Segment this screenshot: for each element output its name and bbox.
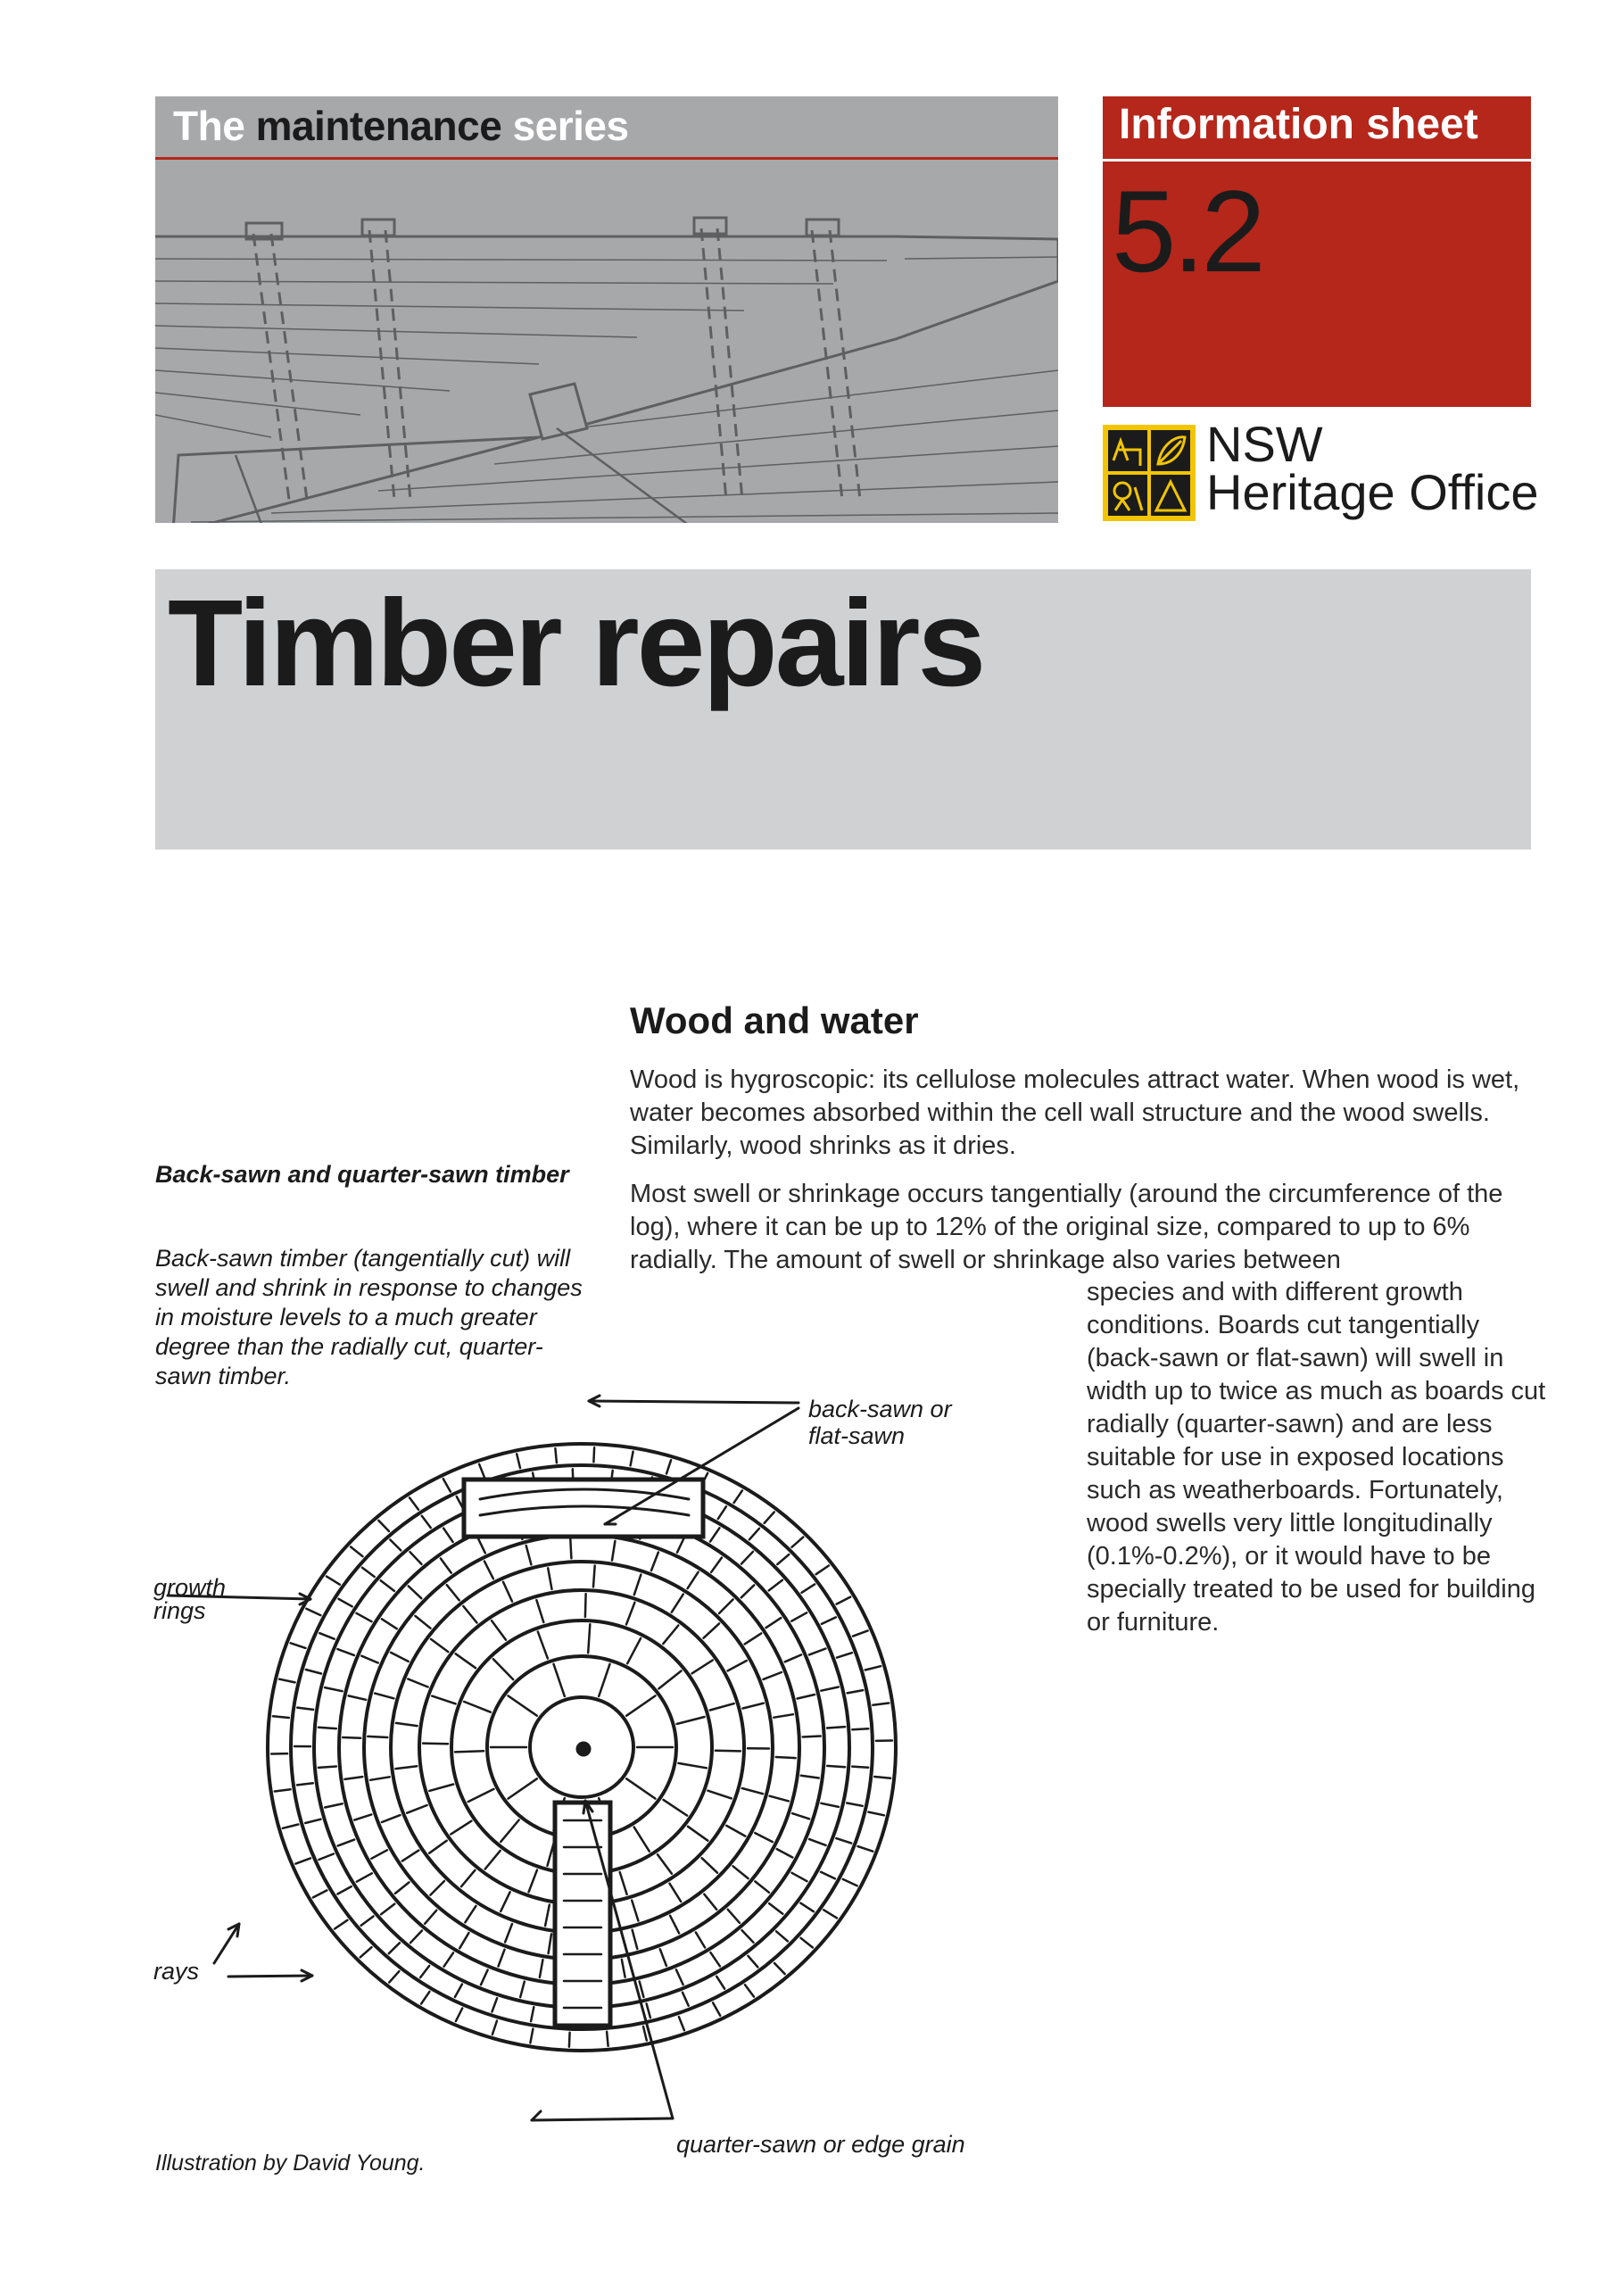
ray-stroke: [670, 1884, 682, 1902]
series-suffix: series: [512, 103, 629, 149]
ray-stroke: [371, 1850, 387, 1859]
ray-stroke: [827, 1727, 845, 1728]
ray-stroke: [410, 1497, 418, 1509]
ray-stroke: [295, 1858, 310, 1863]
log-cross-section-diagram: [143, 1374, 946, 2142]
ray-stroke: [593, 1447, 594, 1462]
ray-stroke: [402, 1851, 419, 1861]
illustration-credit: Illustration by David Young.: [155, 2151, 426, 2176]
ray-stroke: [325, 1803, 343, 1807]
ray-stroke: [357, 1613, 372, 1621]
ray-stroke: [370, 1777, 390, 1780]
ray-stroke: [381, 1904, 394, 1915]
ray-stroke: [536, 1600, 543, 1622]
ray-stroke: [865, 1666, 881, 1670]
ray-stroke: [713, 2002, 720, 2015]
ray-stroke: [728, 1661, 747, 1670]
ray-stroke: [501, 1892, 509, 1911]
ray-stroke: [273, 1716, 289, 1718]
ray-stroke: [692, 1661, 713, 1674]
ray-stroke: [719, 1599, 733, 1613]
ray-stroke: [785, 1654, 801, 1662]
ray-stroke: [549, 1934, 551, 1953]
ray-stroke: [501, 1820, 519, 1843]
ray-stroke: [853, 1630, 868, 1636]
section-heading: Wood and water: [630, 999, 919, 1041]
ray-stroke: [465, 1906, 476, 1922]
ray-stroke: [741, 1585, 754, 1597]
ray-stroke: [627, 1638, 641, 1663]
ray-stroke: [792, 1813, 809, 1819]
ray-stroke: [459, 1933, 468, 1948]
ray-stroke: [821, 1687, 839, 1691]
ray-stroke: [425, 1911, 436, 1924]
ray-stroke: [809, 1649, 826, 1655]
ray-stroke: [410, 1552, 422, 1564]
ray-stroke: [728, 1910, 740, 1923]
ray-stroke: [313, 1890, 327, 1897]
ray-stroke: [481, 1970, 488, 1985]
ray-stroke: [429, 1785, 453, 1791]
label-growth-rings-line1: growth: [153, 1574, 227, 1601]
ray-stroke: [696, 1932, 705, 1947]
ray-stroke: [588, 1624, 590, 1653]
ray-stroke: [658, 1671, 681, 1689]
ray-stroke: [492, 1620, 506, 1639]
ray-stroke: [455, 1985, 462, 1997]
ray-stroke: [585, 1594, 586, 1617]
ray-stroke: [291, 1643, 306, 1648]
ray-stroke: [672, 1595, 683, 1612]
body-paragraph-continued: species and with different growth conditions. Boards cut tangentially (back-sawn or flat-sawn) will swell in width up to twice as much as boards cut radially (quarter-sawn) and are less suitable for use in exposed locations such as weatherboards. Fortunately, wood swells very little longitudinally (0.1%-0.2%), or it would have to be specially treated to be used for building or furniture.: [1087, 1278, 1546, 1637]
ray-stroke: [710, 1528, 719, 1541]
ray-stroke: [710, 1952, 720, 1966]
ray-stroke: [777, 1554, 789, 1564]
label-rays: rays: [153, 1958, 200, 1985]
ray-stroke: [670, 1916, 679, 1934]
ray-stroke: [429, 1841, 447, 1853]
ray-stroke: [375, 1694, 393, 1699]
body-paragraph: Wood is hygroscopic: its cellulose molecules attract water. When wood is wet, water becomes absorbed within the cell wall structure and the wood swells. Similarly, wood shrinks as it dries.: [630, 1065, 1520, 1160]
series-title: [173, 102, 629, 150]
ray-stroke: [711, 1558, 722, 1572]
ray-stroke: [663, 1626, 678, 1645]
ray-stroke: [505, 1924, 512, 1943]
ray-stroke: [407, 1805, 426, 1813]
ray-stroke: [339, 1599, 352, 1607]
ray-stroke: [362, 1568, 375, 1577]
ray-stroke: [538, 1632, 548, 1659]
ray-stroke: [822, 1617, 836, 1624]
ray-stroke: [540, 1960, 543, 1977]
ray-stroke: [381, 1580, 394, 1591]
ray-stroke: [468, 1789, 494, 1802]
ray-stroke: [306, 1609, 320, 1615]
ray-stroke: [802, 1584, 815, 1592]
ray-stroke: [626, 1778, 655, 1798]
ray-stroke: [444, 1952, 453, 1966]
ray-stroke: [396, 1723, 418, 1726]
series-prefix: The: [173, 103, 245, 149]
label-quarter-sawn: quarter-sawn or edge grain: [676, 2131, 965, 2158]
ray-stroke: [741, 1552, 753, 1564]
series-banner: [155, 96, 1058, 523]
ray-stroke: [492, 1998, 498, 2011]
ray-stroke: [337, 1886, 351, 1894]
sheet-number: 5.2: [1112, 166, 1262, 296]
ray-stroke: [396, 1766, 418, 1769]
ray-stroke: [792, 1538, 804, 1547]
ray-stroke: [548, 1568, 551, 1589]
ray-stroke: [456, 1654, 476, 1668]
ray-stroke: [848, 1690, 864, 1693]
ray-stroke: [742, 1930, 754, 1943]
organisation-name-line2: Heritage Office: [1206, 464, 1539, 520]
ray-stroke: [843, 1879, 857, 1886]
ray-stroke: [492, 2021, 497, 2035]
ray-stroke: [529, 1870, 537, 1893]
label-growth-rings-line2: rings: [153, 1597, 206, 1624]
ray-stroke: [451, 1821, 471, 1835]
ray-stroke: [633, 1930, 638, 1949]
ray-stroke: [338, 1840, 355, 1846]
ray-stroke: [660, 1949, 666, 1966]
ray-stroke: [620, 1872, 627, 1894]
ray-stroke: [607, 2032, 608, 2046]
ray-stroke: [769, 1903, 782, 1914]
ray-stroke: [297, 1783, 313, 1785]
series-divider: [155, 157, 1058, 160]
ray-stroke: [764, 1672, 782, 1679]
ray-stroke: [716, 1977, 724, 1989]
ray-stroke: [408, 1679, 427, 1687]
ray-stroke: [361, 1917, 374, 1926]
ray-stroke: [745, 1633, 762, 1644]
ray-stroke: [688, 1572, 699, 1588]
ray-stroke: [337, 1649, 354, 1655]
title-banner: [155, 569, 1531, 850]
ray-stroke: [456, 2009, 462, 2022]
ray-stroke: [743, 1703, 764, 1709]
ray-stroke: [570, 1538, 571, 1558]
ray-stroke: [351, 1547, 362, 1557]
ray-stroke: [852, 1767, 868, 1768]
ray-stroke: [745, 1985, 754, 1996]
ray-stroke: [443, 1479, 451, 1491]
ray-stroke: [801, 1938, 813, 1948]
ray-stroke: [683, 1993, 689, 2006]
ray-stroke: [801, 1776, 819, 1778]
ray-stroke: [479, 1464, 484, 1478]
ray-stroke: [776, 1757, 796, 1758]
ray-stroke: [702, 1858, 717, 1873]
ray-stroke: [837, 1653, 852, 1657]
information-sheet-label: Information sheet: [1119, 101, 1478, 148]
ray-stroke: [555, 1448, 557, 1463]
ray-stroke: [640, 1982, 644, 1998]
ray-stroke: [837, 1597, 851, 1604]
page-title: Timber repairs: [168, 575, 984, 712]
ray-stroke: [679, 2017, 684, 2030]
ray-stroke: [742, 1788, 763, 1794]
ray-stroke: [847, 1803, 863, 1806]
ray-stroke: [554, 1664, 565, 1696]
ray-stroke: [631, 1452, 633, 1466]
ray-stroke: [345, 1777, 363, 1779]
ray-stroke: [816, 1566, 829, 1575]
ray-stroke: [354, 1814, 371, 1819]
ray-stroke: [461, 1870, 475, 1886]
ray-stroke: [634, 1575, 641, 1596]
ray-stroke: [774, 1714, 793, 1718]
ray-stroke: [677, 1717, 705, 1724]
ray-stroke: [868, 1812, 884, 1816]
information-sheet-block: [1103, 96, 1531, 407]
ray-stroke: [410, 1931, 422, 1944]
ray-stroke: [836, 1838, 851, 1844]
ray-stroke: [319, 1767, 336, 1768]
ray-stroke: [852, 1728, 868, 1729]
ray-stroke: [569, 2033, 570, 2047]
ray-stroke: [821, 1803, 839, 1807]
ray-stroke: [441, 1559, 451, 1573]
ray-stroke: [485, 1851, 501, 1869]
ray-stroke: [809, 1839, 826, 1845]
ray-stroke: [626, 1603, 634, 1625]
ray-stroke: [827, 1766, 845, 1767]
ray-stroke: [325, 1687, 343, 1691]
ray-stroke: [484, 1562, 493, 1579]
ray-stroke: [421, 1992, 429, 2004]
ray-stroke: [858, 1846, 873, 1852]
ray-stroke: [708, 1791, 731, 1799]
ray-stroke: [520, 1982, 525, 1998]
ray-stroke: [430, 1881, 444, 1895]
figure-caption-title: Back-sawn and quarter-sawn timber: [155, 1161, 569, 1188]
ray-stroke: [821, 1872, 835, 1879]
ray-stroke: [643, 2027, 647, 2041]
ray-stroke: [360, 1947, 372, 1957]
ray-stroke: [349, 1695, 367, 1699]
ray-stroke: [395, 1882, 410, 1894]
label-back-sawn-line1: back-sawn or: [808, 1396, 952, 1422]
ray-stroke: [755, 1833, 773, 1842]
ray-stroke: [319, 1854, 334, 1861]
ray-stroke: [422, 1516, 431, 1528]
ray-stroke: [327, 1577, 340, 1585]
ray-stroke: [798, 1695, 815, 1699]
ray-stroke: [666, 1460, 671, 1473]
ray-stroke: [651, 1553, 658, 1571]
ray-stroke: [275, 1789, 291, 1791]
ray-stroke: [766, 1618, 782, 1628]
ray-stroke: [305, 1819, 320, 1823]
ray-stroke: [509, 1778, 537, 1798]
ray-stroke: [733, 1866, 749, 1878]
label-back-sawn: [808, 1396, 952, 1449]
ray-stroke: [678, 1763, 707, 1768]
ray-stroke: [710, 1703, 734, 1710]
ray-stroke: [464, 1702, 491, 1712]
ray-stroke: [792, 1873, 807, 1881]
ray-stroke: [463, 1606, 476, 1623]
ray-stroke: [409, 1587, 422, 1599]
ray-stroke: [776, 1931, 788, 1941]
ray-stroke: [343, 1737, 360, 1738]
ray-stroke: [749, 1529, 759, 1540]
ray-stroke: [612, 1541, 615, 1561]
figure-caption-body: Back-sawn timber (tangentially cut) will swell and shrink in response to changes in moisture levels to a much greater degree than the radially cut, quarter-sawn timber.: [155, 1245, 583, 1389]
ray-stroke: [423, 1744, 448, 1745]
ray-stroke: [658, 1854, 672, 1873]
ray-stroke: [447, 1585, 459, 1600]
ray-stroke: [526, 1546, 532, 1564]
ray-stroke: [389, 1943, 400, 1953]
ray-stroke: [765, 1512, 774, 1523]
ray-stroke: [432, 1696, 455, 1704]
ray-stroke: [431, 1639, 448, 1652]
ray-stroke: [319, 1633, 334, 1639]
ray-stroke: [800, 1903, 814, 1912]
ray-stroke: [704, 1623, 720, 1637]
ray-stroke: [748, 1956, 757, 1968]
ray-stroke: [493, 1659, 513, 1679]
ray-stroke: [718, 1506, 726, 1519]
ray-stroke: [823, 1910, 837, 1918]
ray-stroke: [530, 2029, 533, 2043]
ray-stroke: [297, 1708, 313, 1710]
ray-stroke: [599, 1664, 609, 1696]
ray-stroke: [517, 1454, 520, 1468]
ray-stroke: [664, 1800, 688, 1816]
ray-stroke: [774, 1963, 785, 1974]
ray-stroke: [443, 1529, 453, 1542]
ray-stroke: [704, 1894, 716, 1910]
ray-stroke: [545, 1905, 550, 1927]
ray-stroke: [647, 2003, 650, 2018]
ray-stroke: [420, 1966, 429, 1977]
ray-stroke: [509, 1695, 537, 1715]
ray-stroke: [622, 1960, 625, 1977]
ray-stroke: [335, 1920, 347, 1929]
ray-stroke: [626, 1695, 655, 1715]
ray-stroke: [357, 1873, 372, 1881]
ray-stroke: [279, 1679, 295, 1683]
ray-stroke: [726, 1826, 745, 1836]
ray-stroke: [499, 1950, 505, 1967]
label-growth-rings: [153, 1574, 226, 1624]
ray-stroke: [415, 1616, 430, 1629]
ray-stroke: [389, 1971, 399, 1983]
ray-stroke: [676, 1969, 683, 1985]
ray-stroke: [361, 1656, 377, 1663]
series-emphasis: maintenance: [255, 103, 502, 149]
ray-stroke: [777, 1849, 793, 1857]
ray-stroke: [874, 1777, 890, 1778]
ray-stroke: [306, 1670, 321, 1674]
timber-joint-illustration: [155, 161, 1058, 523]
organisation-name-line1: NSW: [1206, 416, 1323, 472]
ray-stroke: [382, 1815, 401, 1822]
ray-stroke: [769, 1580, 782, 1591]
ray-stroke: [791, 1612, 807, 1620]
label-back-sawn-line2: flat-sawn: [808, 1422, 906, 1449]
ray-stroke: [634, 1828, 650, 1852]
ray-stroke: [391, 1653, 409, 1662]
ray-stroke: [770, 1796, 789, 1802]
body-paragraph: Most swell or shrinkage occurs tangentially (around the circumference of the log), where it can be up to 12% of the original size, compared to up to 6% radially. The amount of swell or shrinkage also varies between: [630, 1180, 1503, 1274]
ray-stroke: [455, 1751, 484, 1752]
ray-stroke: [390, 1540, 401, 1551]
ray-stroke: [593, 1566, 595, 1587]
ray-stroke: [531, 2007, 534, 2021]
information-sheet-divider: [1103, 159, 1531, 162]
ray-stroke: [873, 1703, 889, 1705]
heritage-office-logo-icon: [1103, 425, 1196, 521]
ray-stroke: [378, 1521, 389, 1531]
ray-stroke: [382, 1619, 397, 1629]
ray-stroke: [503, 1582, 512, 1602]
ray-stroke: [477, 1537, 485, 1553]
ray-stroke: [755, 1881, 769, 1892]
ray-stroke: [734, 1490, 742, 1503]
ray-stroke: [632, 1901, 638, 1921]
ray-stroke: [688, 1827, 708, 1841]
ray-stroke: [283, 1825, 298, 1828]
ray-stroke: [716, 1751, 741, 1752]
